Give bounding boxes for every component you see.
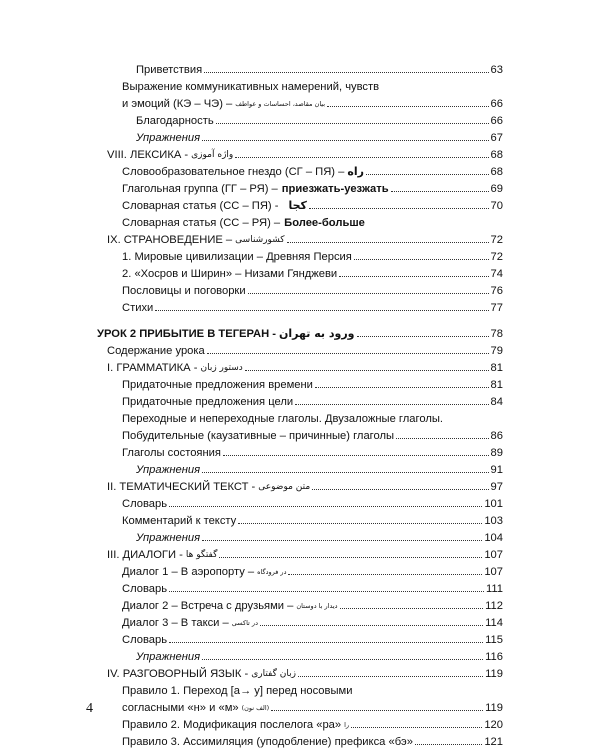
toc-entry [107,360,503,374]
toc-entry [122,198,503,212]
toc-page-number: 70 [490,200,503,212]
toc-entry [107,547,503,561]
toc-entry-title: IX. СТРАНОВЕДЕНИЕ – [107,234,233,246]
persian-title: گفتگو ها [185,550,218,560]
dot-leader [202,472,488,473]
toc-entry [107,147,503,161]
toc-entry [122,615,503,629]
toc-entry [122,164,503,178]
toc-entry-title: Правило 1. Переход [а→ у] перед носовыми [122,685,353,697]
toc-entry-title: Упражнения [136,651,201,663]
toc-entry [136,113,503,127]
toc-page-number: 114 [485,617,503,629]
toc-entry [107,666,503,680]
toc-page-number: 121 [484,736,503,748]
toc-entry [122,513,503,527]
toc-page-number: 68 [490,149,503,161]
persian-title: کجا [288,199,307,212]
toc-entry [122,445,503,459]
toc-entry [122,683,503,697]
toc-page-number: 72 [490,251,503,263]
toc-page-number: 107 [484,549,503,561]
toc-entry [122,632,503,646]
toc-entry [122,428,503,442]
toc-entry-title: II. ТЕМАТИЧЕСКИЙ ТЕКСТ - [107,481,256,493]
dot-leader [155,310,488,311]
persian-title: بیان مقاصد، احساسات و عواطف [235,100,326,108]
toc-page-number: 66 [490,98,503,110]
dot-leader [238,523,482,524]
toc-entry-title: Словарь [122,583,168,595]
toc-entry-title: Выражение коммуникативных намерений, чувств [122,81,380,93]
toc-entry-title: Пословицы и поговорки [122,285,246,297]
toc-entry [122,581,503,595]
dot-leader [295,404,488,405]
dot-leader [396,438,488,439]
toc-entry [136,62,503,76]
dot-leader [202,659,483,660]
dot-leader [339,276,488,277]
dot-leader [202,540,482,541]
dot-leader [235,157,488,158]
toc-page-number: 97 [490,481,503,493]
toc-entry [122,79,503,93]
dot-leader [207,353,489,354]
toc-page-number: 74 [490,268,503,280]
dot-leader [287,242,489,243]
toc-page-number: 104 [484,532,503,544]
dot-leader [260,625,483,626]
toc-entry [107,232,503,246]
toc-entry [122,215,503,229]
toc-entry [107,479,503,493]
toc-entry [136,130,503,144]
toc-page-number: 116 [485,651,503,663]
dot-leader [204,72,488,73]
toc-page-number: 77 [490,302,503,314]
toc-page-number: 89 [490,447,503,459]
toc-entry [122,734,503,748]
dot-leader [340,608,484,609]
russian-keyword: приезжать-уезжать [281,183,389,195]
dot-leader [169,642,483,643]
toc-entry-title: Упражнения [136,532,201,544]
dot-leader [271,710,483,711]
toc-page-number: 81 [490,379,503,391]
toc-entry-title: Словарь [122,498,168,510]
toc-entry-title: I. ГРАММАТИКА - [107,362,198,374]
persian-title: واژه آموزی [191,150,234,160]
toc-entry-title: Словарная статья (СС – РЯ) – [122,217,281,229]
toc-page-number: 119 [485,702,503,714]
toc-entry [122,283,503,297]
toc-entry [122,377,503,391]
toc-entry-title: IV. РАЗГОВОРНЫЙ ЯЗЫК - [107,668,249,680]
toc-page-number: 112 [485,600,503,612]
dot-leader [245,370,489,371]
dot-leader [309,208,489,209]
toc-entry-title: Комментарий к тексту [122,515,237,527]
toc-entry [122,300,503,314]
toc-entry-title: Диалог 2 – Встреча с друзьями – [122,600,294,612]
toc-entry-title: Упражнения [136,132,201,144]
toc-entry [122,700,503,714]
toc-page-number: 63 [490,64,503,76]
toc-entry-title: и эмоций (КЭ – ЧЭ) – [122,98,233,110]
page-number: 4 [86,701,93,716]
persian-title: در تاکسی [231,619,258,627]
dot-leader [216,123,489,124]
toc-entry [136,649,503,663]
toc-page-number: 78 [490,328,503,340]
toc-page-number: 84 [490,396,503,408]
toc-entry-title: Стихи [122,302,154,314]
persian-title: در فرودگاه [257,568,287,576]
dot-leader [169,506,482,507]
toc-entry [122,564,503,578]
toc-entry [136,530,503,544]
toc-page-number: 111 [485,583,503,595]
toc-entry-title: Словообразовательное гнездо (СГ – ПЯ) – [122,166,345,178]
toc-entry-title: Глагольная группа (ГГ – РЯ) – [122,183,278,195]
toc-entry [122,181,503,195]
persian-title: زبان گفتاری [251,669,296,679]
lesson-title: УРОК 2 ПРИБЫТИЕ В ТЕГЕРАН - [97,328,276,340]
toc-entry [122,411,503,425]
persian-title: دیدار با دوستان [296,602,338,610]
toc-page-number: 76 [490,285,503,297]
dot-leader [202,140,488,141]
toc-entry [122,249,503,263]
russian-keyword: Более-больше [284,217,365,229]
toc-page-number: 119 [485,668,503,680]
dot-leader [391,191,489,192]
toc-entry-title: VIII. ЛЕКСИКА - [107,149,189,161]
dot-leader [351,727,482,728]
toc-entry-title: 1. Мировые цивилизации – Древняя Персия [122,251,352,263]
persian-title: را [344,721,350,729]
toc-entry-title: Содержание урока [107,345,205,357]
dot-leader [223,455,489,456]
toc-entry [122,96,503,110]
toc-entry [97,326,503,340]
dot-leader [357,336,489,337]
toc-entry-title: Благодарность [136,115,214,127]
toc-entry-title: согласными «н» и «м» [122,702,239,714]
toc-entry-title: Диалог 1 – В аэропорту – [122,566,255,578]
toc-page-number: 107 [484,566,503,578]
toc-page-number: 120 [484,719,503,731]
dot-leader [248,293,489,294]
toc-page-number: 86 [490,430,503,442]
toc-page-number: 91 [490,464,503,476]
toc-entry [122,394,503,408]
toc-entry-title: Придаточные предложения времени [122,379,313,391]
toc-entry [122,496,503,510]
toc-page-number: 115 [485,634,503,646]
toc-page-number: 68 [490,166,503,178]
persian-title: راه [347,165,364,178]
dot-leader [298,676,483,677]
dot-leader [169,591,484,592]
toc-page-number: 81 [490,362,503,374]
toc-entry-title: Побудительные (каузативные – причинные) глаголы [122,430,395,442]
toc-entry [107,343,503,357]
toc-entry-title: Упражнения [136,464,201,476]
toc-page-number: 66 [490,115,503,127]
toc-entry-title: 2. «Хосров и Ширин» – Низами Гянджеви [122,268,338,280]
toc-entry-title: III. ДИАЛОГИ - [107,549,183,561]
toc-page-number: 79 [490,345,503,357]
toc-entry-title: Словарная статья (СС – ПЯ) - [122,200,279,212]
persian-title: کشورشناسی [235,235,285,245]
toc-page-number: 69 [490,183,503,195]
toc-entry [136,462,503,476]
dot-leader [315,387,489,388]
persian-title: دستور زبان [200,363,243,373]
dot-leader [312,489,488,490]
dot-leader [415,744,482,745]
toc-page-number: 101 [484,498,503,510]
dot-leader [366,174,489,175]
toc-entry-title: Правило 3. Ассимиляция (уподобление) префикса «бэ» [122,736,413,748]
toc-entry [122,266,503,280]
dot-leader [219,557,482,558]
persian-title: متن موضوعی [258,482,311,492]
toc-entry-title: Придаточные предложения цели [122,396,294,408]
toc-entry-title: Словарь [122,634,168,646]
toc-entry [122,598,503,612]
toc-entry-title: Правило 2. Модификация послелога «ра» [122,719,342,731]
dot-leader [354,259,489,260]
dot-leader [327,106,488,107]
toc-page-number: 72 [490,234,503,246]
toc-page-number: 67 [490,132,503,144]
toc-entry-title: Приветствия [136,64,203,76]
dot-leader [288,574,482,575]
toc-entry-title: Диалог 3 – В такси – [122,617,229,629]
persian-title: (الف نون) [241,704,270,712]
toc-entry-title: Переходные и непереходные глаголы. Двузаложные глаголы. [122,413,443,425]
toc-entry-title: Глаголы состояния [122,447,221,459]
toc-entry [122,717,503,731]
toc-page-number: 103 [484,515,503,527]
persian-title: ورود به تهران [278,327,355,340]
